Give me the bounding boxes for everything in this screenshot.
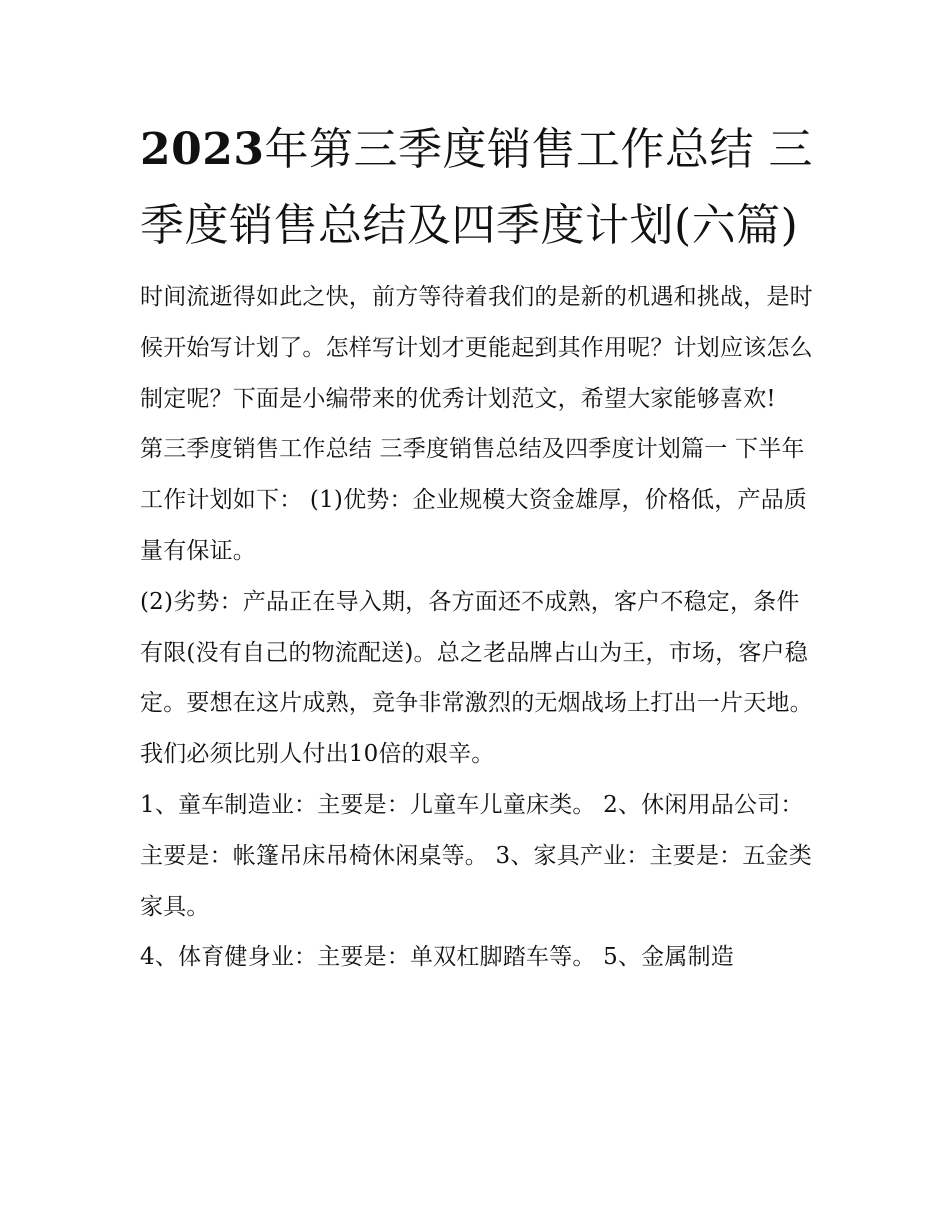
- title-text: 年第三季度销售工作总结 三季度销售总结及四季度计划(六篇): [140, 124, 813, 251]
- weakness-paragraph: (2)劣势：产品正在导入期，各方面还不成熟，客户不稳定，条件有限(没有自己的物流配送)。总之老品牌占山为王，市场，客户稳定。要想在这片成熟，竞争非常激烈的无烟战场上打出一片天地。我们必须比别人付出10倍的艰辛。: [140, 588, 813, 768]
- industry-list-paragraph: 1、童车制造业：主要是：儿童车儿童床类。 2、休闲用品公司：主要是：帐篷吊床吊椅休闲桌等。 3、家具产业：主要是：五金类家具。: [140, 791, 812, 920]
- document-page: [140, 112, 815, 983]
- intro-paragraph: 时间流逝得如此之快，前方等待着我们的是新的机遇和挑战，是时候开始写计划了。怎样写计划才更能起到其作用呢？计划应该怎么制定呢？下面是小编带来的优秀计划范文，希望大家能够喜欢!: [140, 284, 813, 412]
- title-year: 2023: [140, 124, 265, 175]
- section-one-paragraph: 第三季度销售工作总结 三季度销售总结及四季度计划篇一 下半年工作计划如下： (1)优势：企业规模大资金雄厚，价格低，产品质量有保证。: [140, 436, 808, 564]
- document-title: [140, 112, 815, 264]
- industry-list-paragraph-continued: 4、体育健身业：主要是：单双杠脚踏车等。 5、金属制造: [140, 944, 734, 971]
